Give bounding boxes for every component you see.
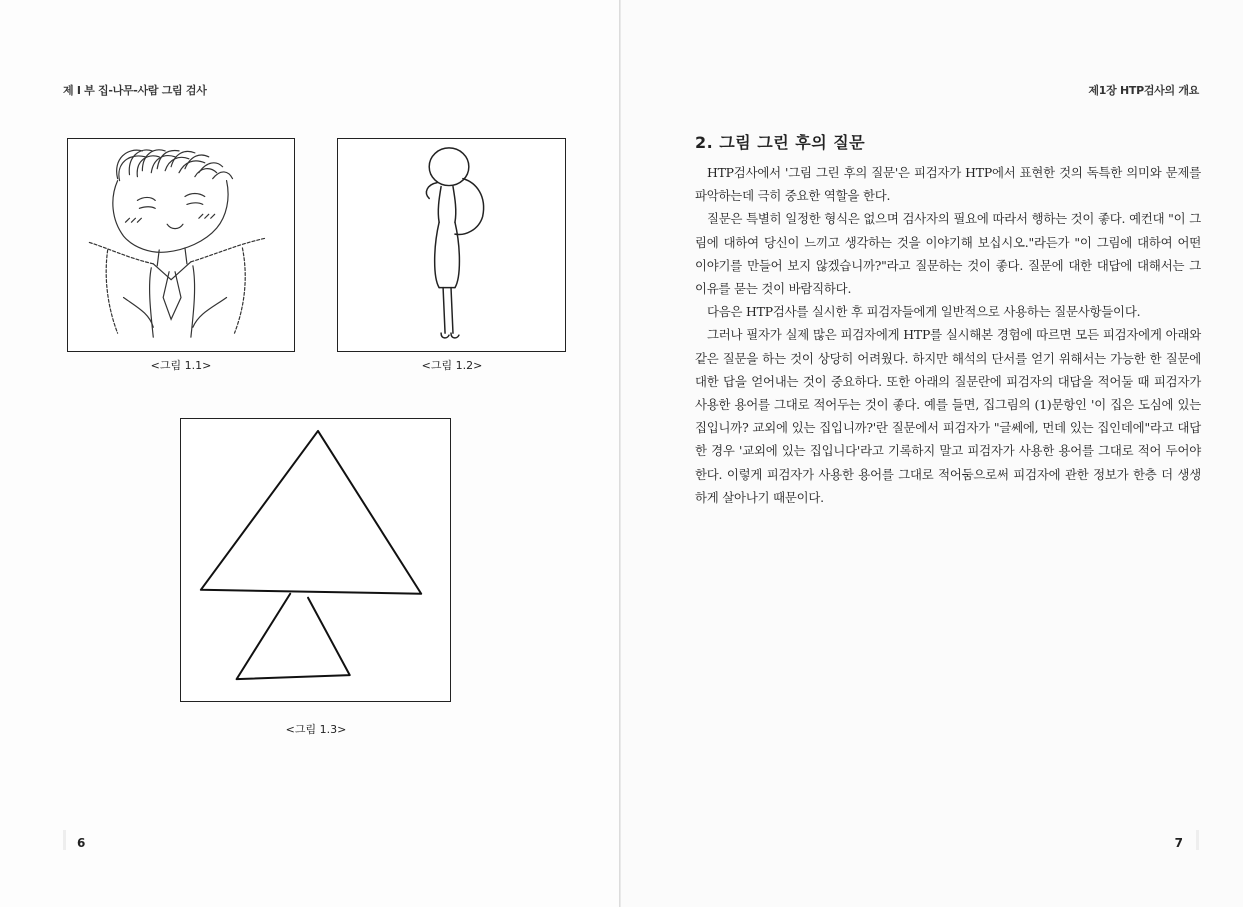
figure-1-1-person-drawing	[67, 138, 295, 352]
figure-1-3-tree-drawing	[180, 418, 451, 702]
figure-1-3-caption: <그림 1.3>	[285, 723, 347, 736]
triangle-tree-icon	[181, 419, 450, 701]
figure-1-2-caption: <그림 1.2>	[421, 359, 483, 372]
figure-1-1-caption: <그림 1.1>	[150, 359, 212, 372]
person-sketch-icon	[68, 139, 294, 351]
page-edge-mark	[1196, 830, 1199, 850]
running-head-left: 제 I 부 집-나무-사람 그림 검사	[63, 84, 207, 97]
running-head-right: 제1장 HTP검사의 개요	[1088, 84, 1199, 97]
body-text	[695, 161, 1201, 509]
figure-1-2-stick-figure-drawing	[337, 138, 566, 352]
page-number-right: 7	[1174, 836, 1183, 850]
left-page	[0, 0, 620, 907]
paragraph: 그러나 필자가 실제 많은 피검자에게 HTP를 실시해본 경험에 따르면 모든 피검자에게 아래와 같은 질문을 하는 것이 상당히 어려웠다. 하지만 해석의 단서를 얻기 위해서는 가능한 한 질문에 대한 답을 얻어내는 것이 중요하다. 또한 아래의 질문란에 피검자의 대답을 적어둘 때 피검자가 사용한 용어를 그대로 적어두는 것이 좋다. 예를 들면, 집그림의 (1)문항인 '이 집은 도심에 있는 집입니까? 교외에 있는 집입니까?'란 질문에서 피검자가 "글쎄에, 먼데 있는 집인데에"라고 대답한 경우 '교외에 있는 집입니다'라고 기록하지 말고 피검자가 사용한 용어를 그대로 적어 두어야 한다. 이렇게 피검자가 사용한 용어를 그대로 적어둠으로써 피검자에 관한 정보가 한층 더 생생하게 살아나기 때문이다.	[695, 327, 1201, 505]
page-edge-mark	[63, 830, 66, 850]
stick-figure-icon	[338, 139, 565, 351]
section-title: 2. 그림 그린 후의 질문	[695, 133, 866, 152]
paragraph: 다음은 HTP검사를 실시한 후 피검자들에게 일반적으로 사용하는 질문사항들이다.	[707, 304, 1141, 320]
paragraph: 질문은 특별히 일정한 형식은 없으며 검사자의 필요에 따라서 행하는 것이 좋다. 예컨대 "이 그림에 대하여 당신이 느끼고 생각하는 것을 이야기해 보십시오."라든가 "이 그림에 대하여 어떤 이야기를 만들어 보지 않겠습니까?"라고 질문하는 것이 좋다. 질문에 대한 대답에 대해서는 그 이유를 묻는 것이 바람직하다.	[695, 211, 1201, 297]
paragraph: HTP검사에서 '그림 그린 후의 질문'은 피검자가 HTP에서 표현한 것의 독특한 의미와 문제를 파악하는데 극히 중요한 역할을 한다.	[695, 165, 1201, 204]
page-number-left: 6	[77, 836, 86, 850]
